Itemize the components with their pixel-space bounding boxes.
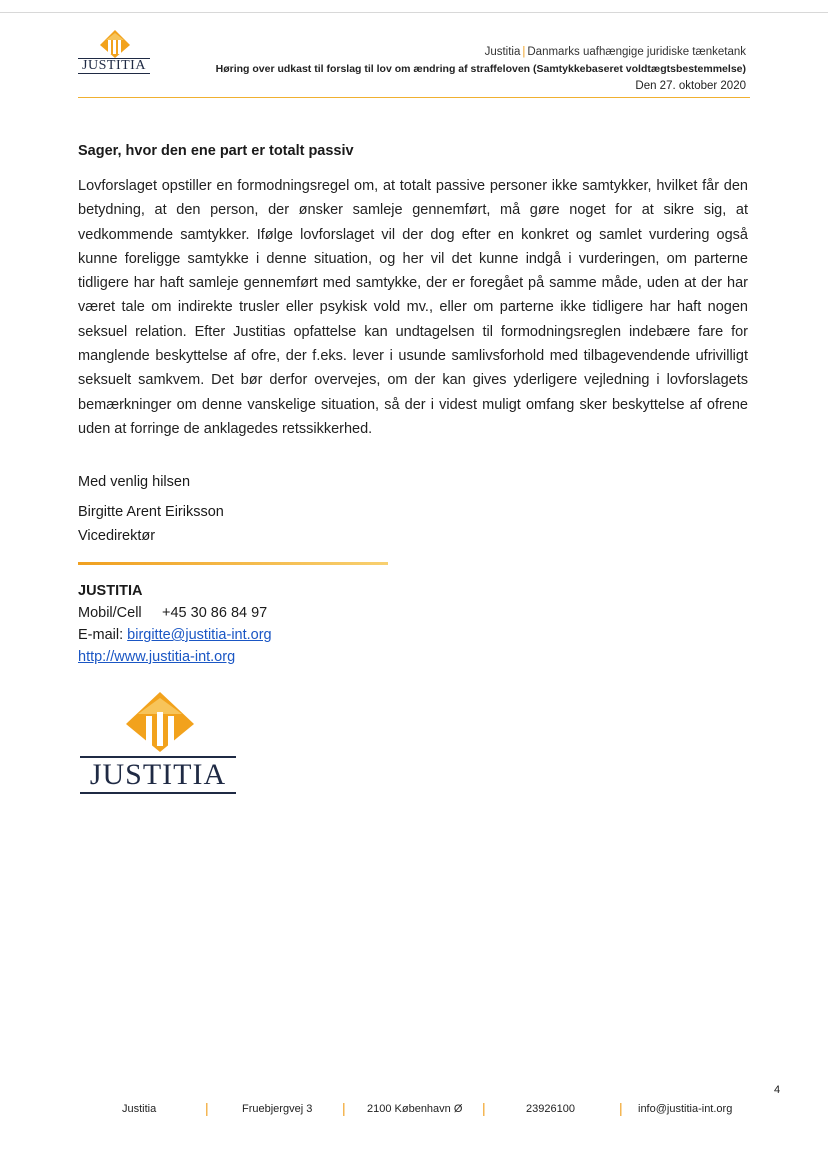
phone-label: Mobil/Cell (78, 605, 142, 621)
logo-wordmark-large: JUSTITIA (80, 756, 236, 794)
header-date: Den 27. oktober 2020 (635, 80, 746, 92)
website-link[interactable]: http://www.justitia-int.org (78, 649, 236, 665)
signature-block (78, 500, 224, 548)
top-rule (0, 12, 828, 13)
footer-email[interactable]: info@justitia-int.org (638, 1103, 733, 1115)
footer-street: Fruebjergvej 3 (242, 1103, 313, 1115)
contact-block (78, 580, 272, 668)
section-body: Lovforslaget opstiller en formodningsregel om, at totalt passive personer ikke samtykker, hvilket får den betydning, at den person, der ønsker samleje gennemført, må gøre noget for at sikre sig, at vedkommende samtykker. Ifølge lovforslaget vil der dog efter en konkret og samlet vurdering også kunne foreligge samtykke i denne situation, og her vil det kunne indgå i vurderingen, om parterne tidligere har haft samleje gennemført med samtykke, der er foregået på samme måde, uden at der har været tale om indirekte trusler eller psykisk vold mv., eller om parterne ikke tidligere har haft nogen seksuel relation. Efter Justitias opfattelse kan undtagelsen til formodningsreglen indebære fare for manglende beskyttelse af ofre, der f.eks. lever i usunde samlivsforhold med tilbagevendende ufrivilligt seksuelt samkvem. Det bør derfor overvejes, om der kan gives yderligere vejledning i lovforslagets bemærkninger om denne vanskelige situation, så der i videst muligt omfang sker beskyttelse af ofrene uden at forringe de anklagedes retssikkerhed. (78, 178, 748, 437)
contact-org: JUSTITIA (78, 583, 143, 599)
header-subject: Høring over udkast til forslag til lov om ændring af straffeloven (Samtykkebaseret voldtægtsbestemmelse) (215, 63, 746, 75)
logo-wordmark: JUSTITIA (78, 58, 150, 74)
email-label: E-mail: (78, 627, 124, 643)
contact-email-line (78, 624, 272, 646)
header-org-line (216, 44, 746, 61)
footer-cvr: 23926100 (526, 1103, 575, 1115)
header-tagline: Danmarks uafhængige juridiske tænketank (527, 46, 746, 58)
footer-name: Justitia (122, 1103, 157, 1115)
signer-name: Birgitte Arent Eiriksson (78, 504, 224, 520)
pillar-icon (80, 690, 240, 756)
phone-number: +45 30 86 84 97 (162, 605, 268, 621)
justitia-logo-large (80, 690, 240, 802)
footer-separator: | (482, 1100, 486, 1116)
page-number: 4 (774, 1084, 781, 1096)
footer-separator: | (342, 1100, 346, 1116)
header-org: Justitia (484, 46, 521, 58)
letter-header (216, 44, 746, 95)
contact-phone-line (78, 602, 272, 624)
email-link[interactable]: birgitte@justitia-int.org (127, 627, 272, 643)
contact-url-line (78, 646, 272, 668)
footer-separator: | (619, 1100, 623, 1116)
justitia-logo-small (78, 28, 152, 76)
signer-title: Vicedirektør (78, 528, 156, 544)
closing-greeting: Med venlig hilsen (78, 474, 191, 490)
header-rule (78, 97, 750, 98)
signature-rule (78, 562, 388, 565)
footer-separator: | (205, 1100, 209, 1116)
header-separator: | (522, 46, 526, 58)
section-title: Sager, hvor den ene part er totalt passiv (78, 143, 354, 159)
pillar-icon (78, 28, 152, 60)
footer-city: 2100 København Ø (367, 1103, 463, 1115)
